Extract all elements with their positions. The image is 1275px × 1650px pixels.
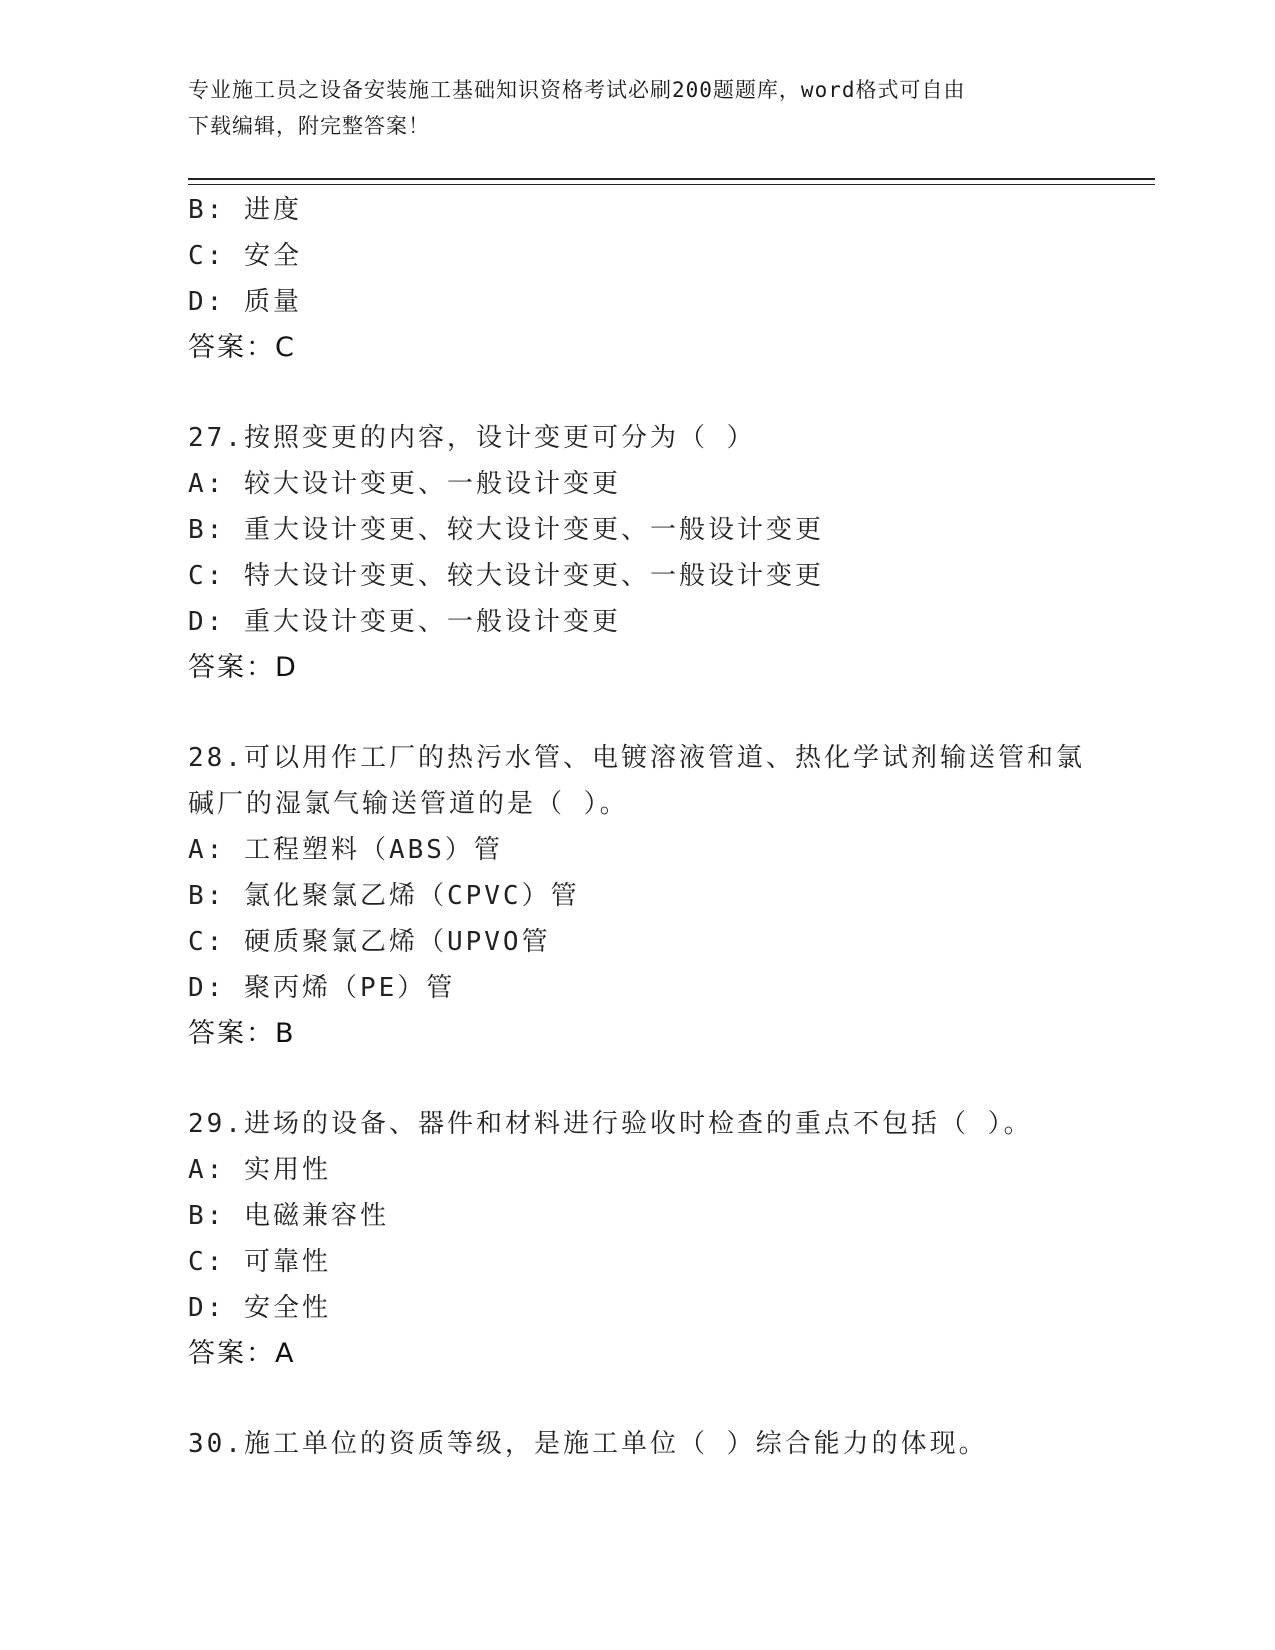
option-d: D: 质量 (188, 287, 302, 317)
option-c: C: 可靠性 (188, 1247, 331, 1277)
option-d: D: 聚丙烯（PE）管 (188, 973, 456, 1003)
header-title-line-1: 专业施工员之设备安装施工基础知识资格考试必刷200题题库，word格式可自由 (188, 78, 966, 102)
header-title-line-2: 下载编辑，附完整答案！ (188, 114, 430, 138)
question-30 (188, 1421, 1088, 1467)
document-header (188, 72, 1068, 144)
spacer (188, 691, 1088, 735)
option-a: A: 工程塑料（ABS）管 (188, 835, 503, 865)
header-divider-thin (188, 184, 1155, 185)
option-b: B: 进度 (188, 195, 302, 225)
question-list (188, 187, 1088, 1467)
question-text: 30.施工单位的资质等级，是施工单位（ ）综合能力的体现。 (188, 1429, 988, 1459)
spacer (188, 1057, 1088, 1101)
spacer (188, 371, 1088, 415)
answer: 答案：C (188, 332, 296, 363)
option-a: A: 实用性 (188, 1155, 331, 1185)
question-text-line-1: 28.可以用作工厂的热污水管、电镀溶液管道、热化学试剂输送管和氯 (188, 743, 1085, 773)
question-27 (188, 415, 1088, 691)
question-text: 27.按照变更的内容，设计变更可分为（ ） (188, 423, 756, 453)
option-d: D: 重大设计变更、一般设计变更 (188, 607, 621, 637)
option-c: C: 安全 (188, 241, 302, 271)
spacer (188, 1377, 1088, 1421)
option-b: B: 氯化聚氯乙烯（CPVC）管 (188, 881, 580, 911)
answer: 答案：B (188, 1018, 296, 1049)
question-text: 29.进场的设备、器件和材料进行验收时检查的重点不包括（ ）。 (188, 1109, 1033, 1139)
answer: 答案：D (188, 652, 298, 683)
question-29 (188, 1101, 1088, 1377)
question-26-tail (188, 187, 1088, 371)
option-a: A: 较大设计变更、一般设计变更 (188, 469, 621, 499)
option-c: C: 特大设计变更、较大设计变更、一般设计变更 (188, 561, 824, 591)
option-b: B: 电磁兼容性 (188, 1201, 389, 1231)
answer: 答案：A (188, 1338, 296, 1369)
header-divider-thick (188, 178, 1155, 180)
question-28 (188, 735, 1088, 1057)
question-text-line-2: 碱厂的湿氯气输送管道的是（ ）。 (188, 789, 629, 819)
option-c: C: 硬质聚氯乙烯（UPVO管 (188, 927, 551, 957)
option-b: B: 重大设计变更、较大设计变更、一般设计变更 (188, 515, 824, 545)
option-d: D: 安全性 (188, 1293, 331, 1323)
